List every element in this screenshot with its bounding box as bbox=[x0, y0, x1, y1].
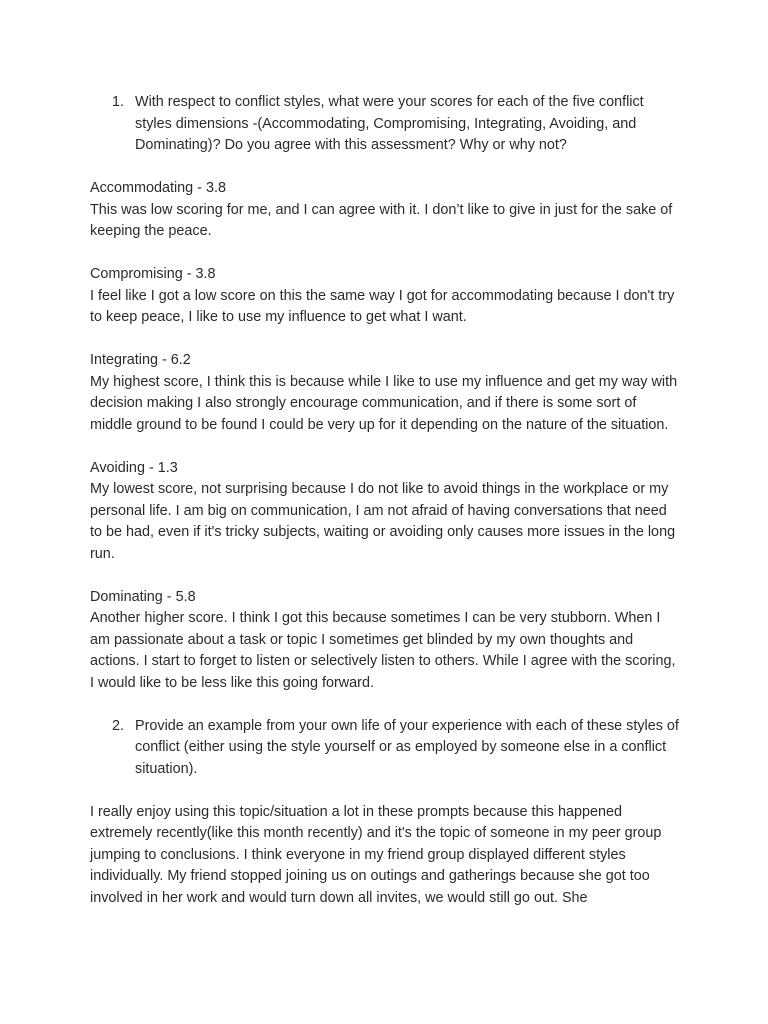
spacer bbox=[90, 436, 680, 458]
question-1 bbox=[90, 92, 680, 157]
section-body: This was low scoring for me, and I can agree with it. I don’t like to give in just for the sake of keeping the peace. bbox=[90, 201, 673, 239]
section-integrating bbox=[90, 350, 680, 436]
spacer bbox=[90, 243, 680, 265]
section-dominating bbox=[90, 587, 680, 695]
section-title: Avoiding - 1.3 bbox=[90, 459, 178, 476]
section-accommodating bbox=[90, 178, 680, 243]
spacer bbox=[90, 157, 680, 179]
section-title: Integrating - 6.2 bbox=[90, 352, 191, 368]
section-title: Dominating - 5.8 bbox=[90, 588, 196, 605]
question-2-text: Provide an example from your own life of your experience with each of these styles of conflict (either using the style yourself or as employed by someone else in a conflict situation). bbox=[135, 717, 679, 777]
spacer bbox=[90, 329, 680, 351]
question-2-number: 2. bbox=[112, 717, 125, 734]
question-1-text: With respect to conflict styles, what were your scores for each of the five conflict styles dimensions -(Accommodating, Compromising, Integrating, Avoiding, and Dominating)? Do you agree with this assessment? Why or why not? bbox=[135, 94, 644, 153]
spacer bbox=[90, 565, 680, 587]
document-page bbox=[90, 92, 680, 909]
section-body: Another higher score. I think I got this because sometimes I can be very stubborn. When I am passionate about a task or topic I sometimes get blinded by my own thoughts and actions. I start to forget to listen or selectively listen to others. While I agree with the scoring, I would like to be less like this going forward. bbox=[90, 610, 676, 691]
section-title: Compromising - 3.8 bbox=[90, 266, 216, 282]
section-body: My highest score, I think this is because while I like to use my influence and get my way with decision making I also strongly encourage communication, and if there is some sort of middle ground to be found I could be very up for it depending on the nature of the situation. bbox=[90, 373, 678, 433]
section-title: Accommodating - 3.8 bbox=[90, 180, 226, 196]
section-body: My lowest score, not surprising because I do not like to avoid things in the workplace or my personal life. I am big on communication, I am not afraid of having conversations that need to be had, even if it's tricky subjects, waiting or avoiding only causes more issues in the long run. bbox=[90, 481, 676, 562]
section-compromising bbox=[90, 264, 680, 329]
question-1-number: 1. bbox=[112, 94, 125, 110]
closing-paragraph: I really enjoy using this topic/situation a lot in these prompts because this happened extremely recently(like this month recently) and it's the topic of someone in my peer group jumping to conclusions. I think everyone in my friend group displayed different styles individually. My friend stopped joining us on outings and gatherings because she got too involved in her work and would turn down all invites, we would still go out. She bbox=[90, 803, 662, 906]
section-avoiding bbox=[90, 458, 680, 566]
spacer bbox=[90, 780, 680, 802]
question-2 bbox=[90, 716, 680, 781]
section-body: I feel like I got a low score on this the same way I got for accommodating because I don't try to keep peace, I like to use my influence to get what I want. bbox=[90, 287, 675, 325]
spacer bbox=[90, 694, 680, 716]
